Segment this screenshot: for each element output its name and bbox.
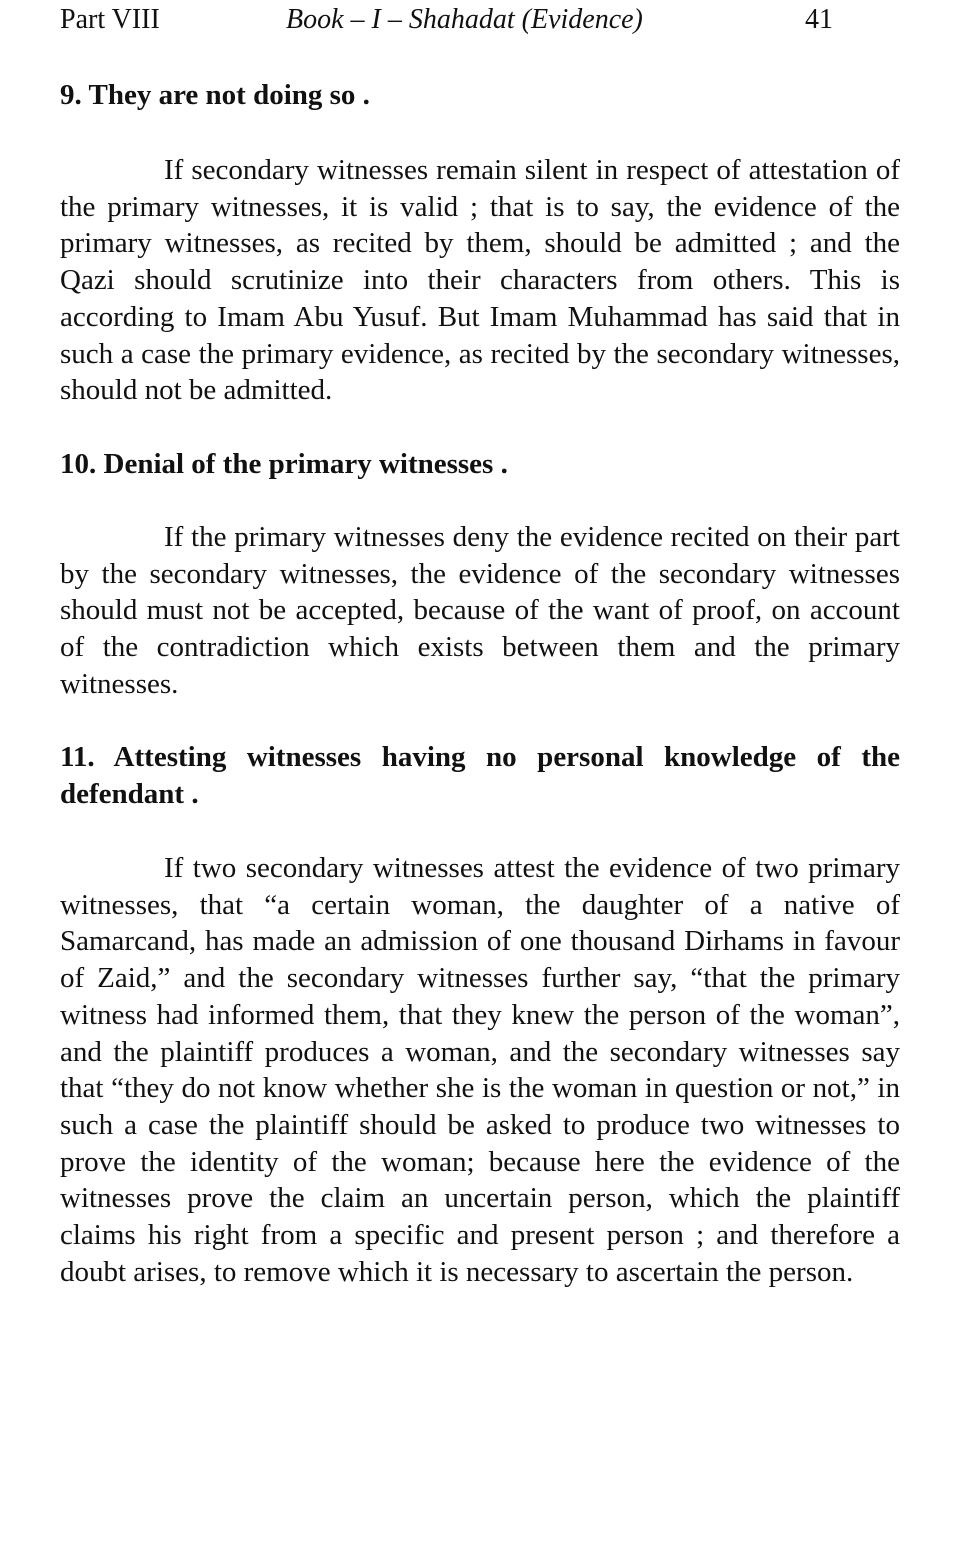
book-title: Book – I – Shahadat (Evidence): [286, 4, 643, 35]
section-9-body: If secondary witnesses remain silent in respect of attestation of the primary witnesses, it is valid ; that is to say, the evidence of the primary witnesses, as recited by them, should be admitted ; and the Qazi should scrutinize into their characters from others. This is according to Imam Abu Yusuf. But Imam Muhammad has said that in such a case the primary evidence, as recited by the secondary witnesses, should not be admitted.: [60, 154, 900, 407]
running-header: [60, 0, 900, 40]
section-9-heading: 9. They are not doing so .: [60, 79, 370, 111]
section-11-heading: 11. Attesting witnesses having no personal knowledge of the defendant .: [60, 741, 900, 810]
part-label: Part VIII: [60, 4, 160, 35]
section-10-body: If the primary witnesses deny the evidence recited on their part by the secondary witnesses, the evidence of the secondary witnesses should must not be accepted, because of the want of proof, on account of the contradiction which exists between them and the primary witnesses.: [60, 521, 900, 700]
section-10-heading: 10. Denial of the primary witnesses .: [60, 448, 508, 480]
page-number: 41: [805, 4, 833, 35]
document-page: [60, 0, 900, 1288]
section-11-body: If two secondary witnesses attest the evidence of two primary witnesses, that “a certain woman, the daughter of a native of Samarcand, has made an admission of one thousand Dirhams in favour of Zaid,” and the secondary witnesses further say, “that the primary witness had informed them, that they knew the person of the woman”, and the plaintiff produces a woman, and the secondary witnesses say that “they do not know whether she is the woman in question or not,” in such a case the plaintiff should be asked to produce two witnesses to prove the identity of the woman; because here the evidence of the witnesses prove the claim an uncertain person, which the plaintiff claims his right from a specific and present person ; and therefore a doubt arises, to remove which it is necessary to ascertain the person.: [60, 852, 900, 1288]
